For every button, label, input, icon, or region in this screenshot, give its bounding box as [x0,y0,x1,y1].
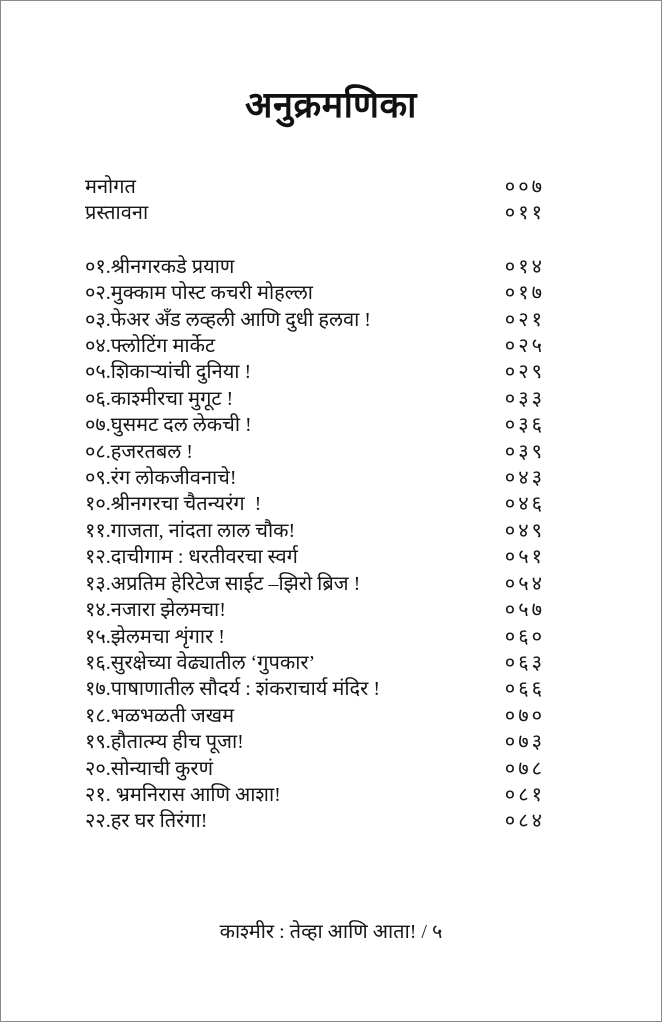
toc-entry-page-number: ०६० [504,625,545,648]
toc-entry-title: १९.हौतात्म्य हीच पूजा! [85,731,244,754]
toc-entry-title: ०७.घुसमट दल लेकची ! [85,414,252,437]
toc-entry-title: ११.गाजता, नांदता लाल चौक! [85,519,296,542]
toc-entry-title: प्रस्तावना [85,202,149,225]
toc-row [85,782,545,808]
toc-row [85,200,545,226]
toc-entry-page-number: ०३६ [504,414,545,437]
toc-entry-page-number: ०५१ [504,546,545,569]
toc-entry-title: ०५.शिकाऱ्यांची दुनिया ! [85,361,252,384]
toc-entry-page-number: ०६६ [504,678,545,701]
toc-row [85,808,545,834]
toc-row [85,491,545,517]
toc-entry-title: मनोगत [85,176,136,198]
toc-row [85,571,545,597]
running-footer: काश्मीर : तेव्हा आणि आता! / ५ [219,921,443,943]
toc-row [85,544,545,570]
toc-entry-page-number: ०३९ [504,440,545,463]
toc-entry-title: ०१.श्रीनगरकडे प्रयाण [85,255,235,278]
toc-entry-page-number: ०४३ [504,467,545,490]
toc-entry-page-number: ०११ [504,202,545,225]
toc-entry-page-number: ०१४ [504,255,545,278]
toc-entry-page-number: ०५४ [504,572,545,595]
toc-entry-title: १५.झेलमचा शृंगार ! [85,625,225,648]
toc-entry-title: ०४.फ्लोटिंग मार्केट [85,335,216,358]
toc-row [85,756,545,782]
toc-row [85,597,545,623]
toc-row [85,518,545,544]
toc-entry-page-number: ०१७ [504,282,545,305]
toc-entry-page-number: ०७३ [504,731,545,754]
toc-row [85,729,545,755]
toc-entry-page-number: ०४६ [504,493,545,516]
toc-entry-title: ०६.काश्मीरचा मुगूट ! [85,387,234,410]
toc-row [85,254,545,280]
toc-entry-title: १२.दाचीगाम : धरतीवरचा स्वर्ग [85,546,298,569]
toc-row [85,650,545,676]
toc-row [85,624,545,650]
toc-row [85,359,545,385]
toc-row [85,386,545,412]
toc-row [85,280,545,306]
toc-entry-page-number: ०८१ [504,783,545,806]
toc-entry-page-number: ०५७ [504,599,545,622]
toc-entry-page-number: ०७८ [504,757,545,780]
toc-row [85,703,545,729]
toc-entry-page-number: ०२९ [504,361,545,384]
toc-entry-page-number: ०४९ [504,519,545,542]
page-title: अनुक्रमणिका [245,85,417,125]
toc-entry-page-number: ०३३ [504,387,545,410]
toc-entry-title: ०८.हजरतबल ! [85,440,193,463]
toc-entry-title: २०.सोन्याची कुरणं [85,757,214,780]
toc-entry-title: १६.सुरक्षेच्या वेढ्यातील ‘गुपकार’ [85,651,316,674]
toc-entry-title: १८.भळभळती जखम [85,704,235,727]
toc-entry-title: ०३.फेअर अँड लव्हली आणि दुधी हलवा ! [85,308,371,331]
toc-entry-title: ०९.रंग लोकजीवनाचे! [85,467,237,490]
toc-entry-title: १०.श्रीनगरचा चैतन्यरंग ! [85,493,262,516]
toc-row [85,439,545,465]
toc-entry-title: १३.अप्रतिम हेरिटेज साईट –झिरो ब्रिज ! [85,572,361,595]
toc-entry-page-number: ०७० [504,704,545,727]
toc-row [85,307,545,333]
front-matter-list [85,174,545,227]
toc-row [85,333,545,359]
toc-entry-page-number: ००७ [504,176,545,198]
toc-entry-title: १७.पाषाणातील सौदर्य : शंकराचार्य मंदिर ! [85,678,380,701]
toc-entry-page-number: ०८४ [504,810,545,833]
toc-entry-title: २१. भ्रमनिरास आणि आशा! [85,783,281,806]
toc-entry-page-number: ०२५ [504,335,545,358]
toc-entry-title: ०२.मुक्काम पोस्ट कचरी मोहल्ला [85,282,313,305]
toc-entry-page-number: ०२१ [504,308,545,331]
toc-row [85,465,545,491]
toc-row [85,412,545,438]
toc-entry-page-number: ०६३ [504,651,545,674]
toc-entry-title: १४.नजारा झेलमचा! [85,599,226,622]
table-of-contents [85,174,545,835]
toc-row [85,174,545,200]
chapter-list [85,254,545,835]
toc-row [85,676,545,702]
toc-entry-title: २२.हर घर तिरंगा! [85,810,208,833]
